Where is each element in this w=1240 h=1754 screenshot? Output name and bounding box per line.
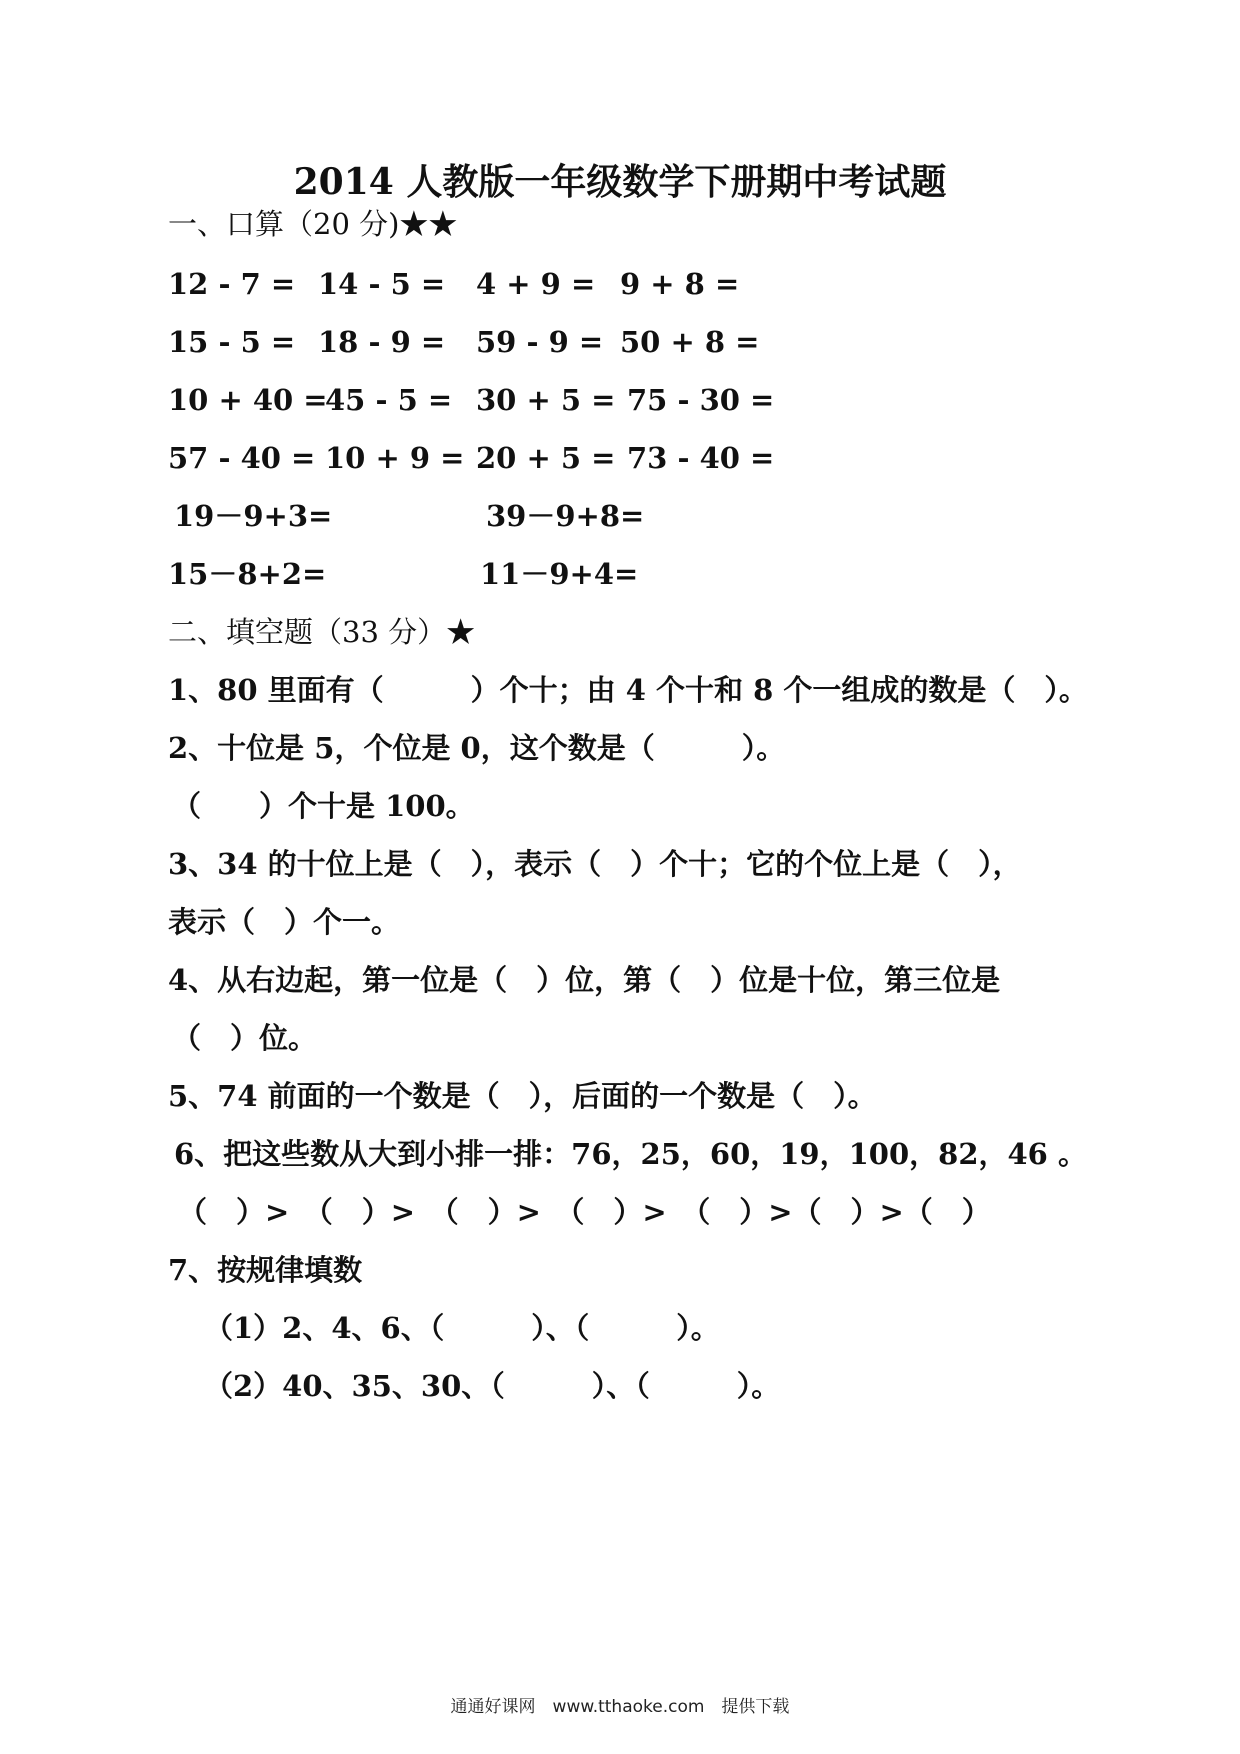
question-4-line-1: 4、从右边起，第一位是（ ）位，第（ ）位是十位，第三位是 <box>168 963 1001 997</box>
question-2-line-2: （ ）个十是 100。 <box>172 789 475 823</box>
calc-item: 9 + 8 = <box>620 267 740 301</box>
calc-item: 30 + 5 = <box>476 383 616 417</box>
calc-item: 50 + 8 = <box>620 325 760 359</box>
page-footer: 通通好课网 www.tthaoke.com 提供下载 <box>450 1697 790 1717</box>
calc-item: 18 - 9 = <box>318 325 446 359</box>
question-7-part-2: （2）40、35、30、（ ）、（ ）。 <box>204 1369 781 1403</box>
question-4-line-2: （ ）位。 <box>172 1021 318 1055</box>
calc-item: 15 - 5 = <box>168 325 296 359</box>
question-1: 1、80 里面有（ ）个十；由 4 个十和 8 个一组成的数是（ ）。 <box>168 673 1088 707</box>
mixed-calc-item: 11－9+4= <box>480 557 639 591</box>
calc-item: 14 - 5 = <box>318 267 446 301</box>
calc-item: 12 - 7 = <box>168 267 296 301</box>
question-5: 5、74 前面的一个数是（ ），后面的一个数是（ ）。 <box>168 1079 877 1113</box>
question-3-line-2: 表示（ ）个一。 <box>168 905 401 939</box>
question-6-line-2: （ ）> （ ）> （ ）> （ ）> （ ）>（ ）>（ ） <box>178 1195 991 1229</box>
question-3-line-1: 3、34 的十位上是（ ），表示（ ）个十；它的个位上是（ ）， <box>168 847 1022 881</box>
calc-item: 45 - 5 = <box>325 383 453 417</box>
section-2-heading: 二、填空题（33 分）★ <box>168 615 476 649</box>
calc-item: 4 + 9 = <box>476 267 596 301</box>
calc-item: 73 - 40 = <box>627 441 775 475</box>
calc-item: 10 + 40 = <box>168 383 328 417</box>
mixed-calc-item: 19－9+3= <box>174 499 333 533</box>
calc-item: 57 - 40 = <box>168 441 316 475</box>
mixed-calc-item: 39－9+8= <box>486 499 645 533</box>
calc-item: 59 - 9 = <box>476 325 604 359</box>
page-title: 2014 人教版一年级数学下册期中考试题 <box>293 161 947 203</box>
question-7: 7、按规律填数 <box>168 1253 363 1287</box>
mixed-calc-item: 15－8+2= <box>168 557 327 591</box>
section-1-heading: 一、口算（20 分)★★ <box>168 207 458 241</box>
calc-item: 75 - 30 = <box>627 383 775 417</box>
question-2-line-1: 2、十位是 5，个位是 0，这个数是（ ）。 <box>168 731 786 765</box>
calc-item: 10 + 9 = <box>325 441 465 475</box>
question-6-line-1: 6、把这些数从大到小排一排：76，25，60，19，100，82，46 。 <box>174 1137 1087 1171</box>
calc-item: 20 + 5 = <box>476 441 616 475</box>
question-7-part-1: （1）2、4、6、（ ）、（ ）。 <box>204 1311 720 1345</box>
